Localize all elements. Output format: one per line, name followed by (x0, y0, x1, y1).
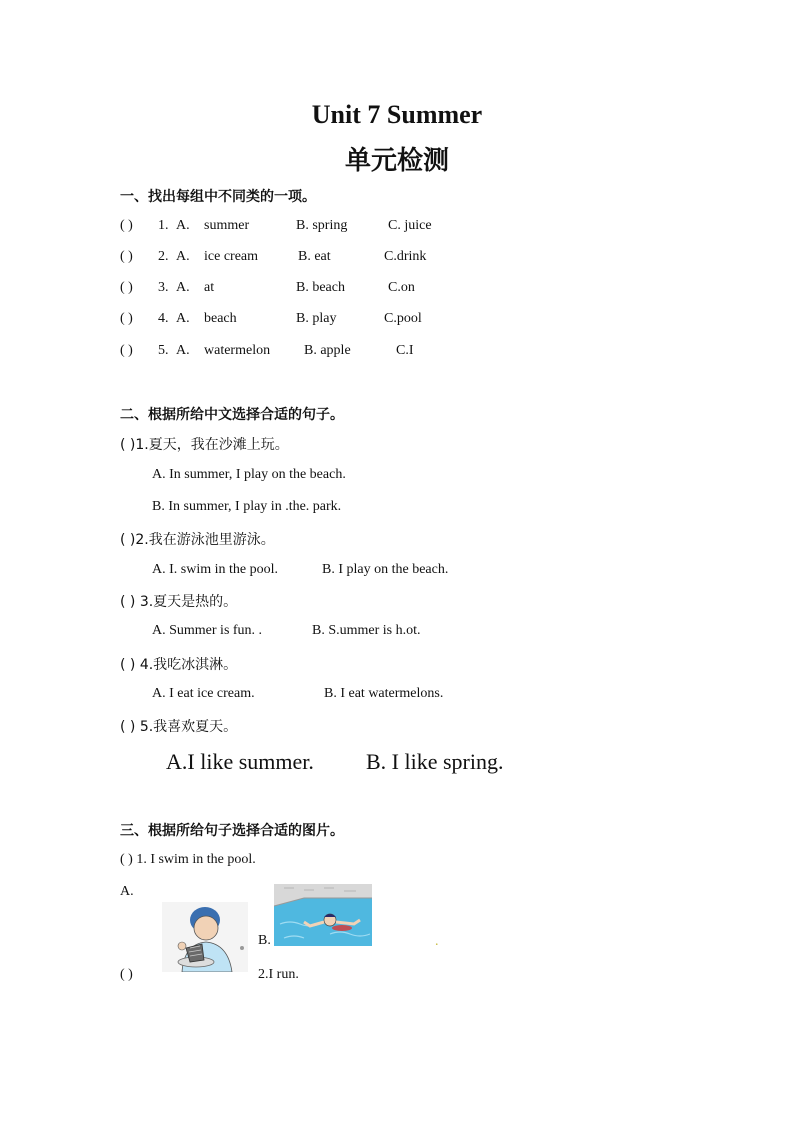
page-subtitle: 单元检测 (344, 146, 449, 176)
boy-swimming-illustration (274, 884, 372, 946)
section1-heading: 一、找出每组中不同类的一项。 (120, 189, 316, 205)
option-b-label: B. (258, 933, 271, 948)
question-stem: 2.I run. (258, 967, 299, 982)
option-a: A. I eat ice cream. (152, 686, 255, 701)
option-b: B. apple (304, 343, 351, 358)
option-b: B. play (296, 311, 337, 326)
option-a: A. In summer, I play on the beach. (152, 467, 346, 482)
boy-eating-illustration (162, 902, 248, 972)
option-c: C.pool (384, 311, 422, 326)
item-number: 3. (158, 280, 169, 295)
item-number: 1. (158, 218, 169, 233)
option-b: B. beach (296, 280, 345, 295)
option-a: summer (204, 218, 250, 233)
option-c: C.on (388, 280, 415, 295)
section2-heading: 二、根据所给中文选择合适的句子。 (120, 407, 344, 423)
question-stem[interactable]: ( ) 5.我喜欢夏天。 (120, 719, 238, 735)
option-a: at (204, 280, 215, 295)
option-a: A. Summer is fun. . (152, 623, 263, 638)
option-a-label: A. (120, 884, 134, 899)
option-a: A.I like summer. (166, 749, 314, 774)
answer-bracket[interactable]: ( ) (120, 249, 133, 264)
option-c: C. juice (388, 218, 432, 233)
answer-bracket[interactable]: ( ) (120, 311, 133, 326)
option-a: beach (204, 311, 237, 326)
option-b: B. spring (296, 218, 348, 233)
option-b: B. I play on the beach. (322, 562, 449, 577)
question-stem[interactable]: ( )2.我在游泳池里游泳。 (120, 532, 275, 548)
item-number: 2. (158, 249, 169, 264)
item-number: 4. (158, 311, 169, 326)
option-b: B. S.ummer is h.ot. (312, 623, 421, 638)
question-stem[interactable]: ( )1.夏天，我在沙滩上玩。 (120, 437, 289, 453)
question-stem[interactable]: ( ) 3.夏天是热的。 (120, 594, 238, 610)
option-c: C.I (396, 343, 414, 358)
option-a-label: A. (176, 343, 190, 358)
section3-heading: 三、根据所给句子选择合适的图片。 (120, 823, 344, 839)
option-a-label: A. (176, 311, 190, 326)
speck-mark: . (435, 934, 439, 949)
option-c: C.drink (384, 249, 427, 264)
option-b: B. In summer, I play in .the. park. (152, 499, 342, 514)
option-a: ice cream (204, 249, 259, 264)
picture-boy-swimming[interactable] (274, 884, 372, 946)
answer-bracket[interactable]: ( ) (120, 967, 133, 982)
option-a-label: A. (176, 280, 190, 295)
option-a-label: A. (176, 249, 190, 264)
option-b: B. I like spring. (366, 749, 504, 774)
question-stem[interactable]: ( ) 4.我吃冰淇淋。 (120, 657, 238, 673)
answer-bracket[interactable]: ( ) (120, 280, 133, 295)
answer-bracket[interactable]: ( ) (120, 218, 133, 233)
question-stem[interactable]: ( ) 1. I swim in the pool. (120, 852, 256, 867)
answer-bracket[interactable]: ( ) (120, 343, 133, 358)
option-a: A. I. swim in the pool. (152, 562, 278, 577)
option-a-label: A. (176, 218, 190, 233)
picture-boy-eating[interactable] (162, 902, 248, 972)
option-b: B. eat (298, 249, 331, 264)
page-title: Unit 7 Summer (311, 100, 483, 129)
item-number: 5. (158, 343, 169, 358)
option-b: B. I eat watermelons. (324, 686, 444, 701)
option-a: watermelon (204, 343, 271, 358)
